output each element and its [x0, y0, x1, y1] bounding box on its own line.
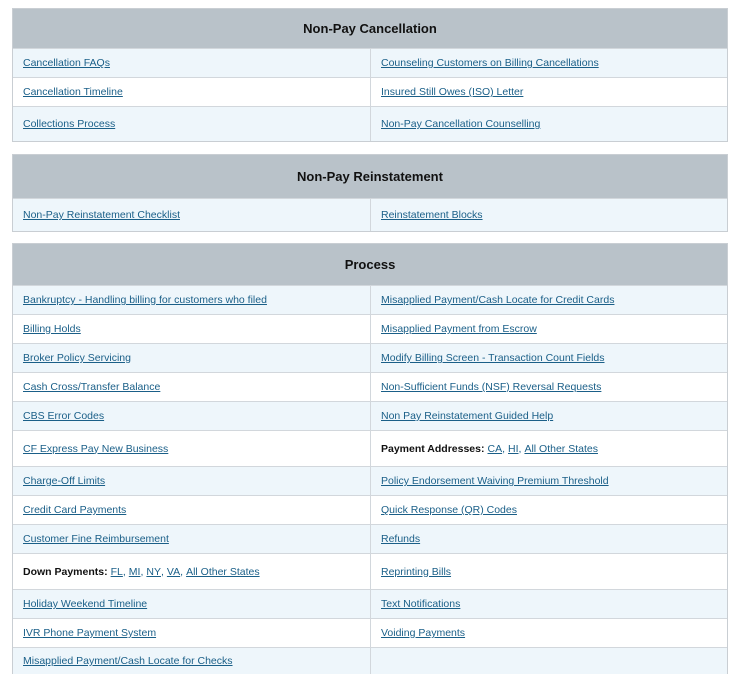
cell [370, 107, 727, 141]
link-misapplied-checks[interactable]: Misapplied Payment/Cash Locate for Checks [23, 655, 233, 667]
table-row [13, 285, 727, 314]
link-counseling-billing-cancellations[interactable]: Counseling Customers on Billing Cancellations [381, 57, 599, 69]
cell [370, 199, 727, 231]
cell [370, 590, 727, 618]
section-title-reinstatement: Non-Pay Reinstatement [13, 155, 727, 198]
table-row [13, 314, 727, 343]
link-ivr-phone[interactable]: IVR Phone Payment System [23, 627, 157, 639]
cell [370, 467, 727, 495]
cell [370, 554, 727, 589]
link-cash-cross[interactable]: Cash Cross/Transfer Balance [23, 381, 161, 393]
link-modify-billing-screen[interactable]: Modify Billing Screen - Transaction Count Fields [381, 352, 605, 364]
link-cbs-error-codes[interactable]: CBS Error Codes [23, 410, 105, 422]
table-row [13, 198, 727, 231]
cell [370, 402, 727, 430]
cell [13, 199, 370, 231]
link-misapplied-credit-cards[interactable]: Misapplied Payment/Cash Locate for Credit Cards [381, 294, 615, 306]
link-address-ca[interactable]: CA [487, 442, 503, 455]
link-qr-codes[interactable]: Quick Response (QR) Codes [381, 504, 517, 516]
link-charge-off-limits[interactable]: Charge-Off Limits [23, 475, 106, 487]
cell [13, 619, 370, 647]
link-voiding-payments[interactable]: Voiding Payments [381, 627, 466, 639]
table-row [13, 495, 727, 524]
cell [13, 49, 370, 77]
link-reinstatement-guided-help[interactable]: Non Pay Reinstatement Guided Help [381, 410, 554, 422]
table-row [13, 401, 727, 430]
cell [370, 525, 727, 553]
link-reprinting-bills[interactable]: Reprinting Bills [381, 565, 452, 578]
payment-addresses-label: Payment Addresses: [381, 442, 485, 455]
cell [370, 49, 727, 77]
cell [13, 496, 370, 524]
link-nsf-reversal[interactable]: Non-Sufficient Funds (NSF) Reversal Requests [381, 381, 602, 393]
link-address-hi[interactable]: HI [508, 442, 519, 455]
link-cancellation-faqs[interactable]: Cancellation FAQs [23, 57, 110, 69]
link-down-mi[interactable]: MI [128, 565, 141, 578]
cell-empty [370, 648, 727, 674]
table-row [13, 618, 727, 647]
cell [13, 590, 370, 618]
link-broker-policy-servicing[interactable]: Broker Policy Servicing [23, 352, 131, 364]
link-customer-fine[interactable]: Customer Fine Reimbursement [23, 533, 169, 545]
cell [370, 373, 727, 401]
table-row [13, 372, 727, 401]
table-row [13, 106, 727, 141]
link-down-fl[interactable]: FL [110, 565, 123, 578]
table-row [13, 553, 727, 589]
table-row [13, 589, 727, 618]
link-refunds[interactable]: Refunds [381, 533, 421, 545]
cell [370, 315, 727, 343]
section-process [12, 243, 728, 674]
cell [13, 78, 370, 106]
cell [370, 496, 727, 524]
cell [13, 402, 370, 430]
table-row [13, 466, 727, 495]
table-row [13, 343, 727, 372]
link-cf-express-pay[interactable]: CF Express Pay New Business [23, 442, 169, 455]
link-reinstatement-checklist[interactable]: Non-Pay Reinstatement Checklist [23, 209, 180, 221]
down-payments-label: Down Payments: [23, 565, 108, 578]
link-bankruptcy[interactable]: Bankruptcy - Handling billing for customers who filed [23, 294, 267, 306]
link-down-ny[interactable]: NY [146, 565, 161, 578]
cell: Payment Addresses: CA , HI , All Other States [370, 431, 727, 466]
link-collections-process[interactable]: Collections Process [23, 118, 116, 130]
table-row [13, 77, 727, 106]
table-row [13, 430, 727, 466]
link-down-va[interactable]: VA [166, 565, 181, 578]
cell [370, 286, 727, 314]
cell [13, 315, 370, 343]
cell [13, 431, 370, 466]
cell [13, 648, 370, 674]
table-row [13, 524, 727, 553]
section-title-process: Process [13, 244, 727, 285]
link-down-all-other-states[interactable]: All Other States [186, 565, 260, 578]
section-title-cancellation: Non-Pay Cancellation [13, 9, 727, 48]
link-policy-endorsement[interactable]: Policy Endorsement Waiving Premium Threshold [381, 475, 609, 487]
table-row [13, 48, 727, 77]
cell [13, 344, 370, 372]
link-billing-holds[interactable]: Billing Holds [23, 323, 81, 335]
link-iso-letter[interactable]: Insured Still Owes (ISO) Letter [381, 86, 524, 98]
cell [13, 467, 370, 495]
link-address-all-other-states[interactable]: All Other States [524, 442, 598, 455]
cell [13, 286, 370, 314]
link-cancellation-counselling[interactable]: Non-Pay Cancellation Counselling [381, 118, 541, 130]
section-non-pay-reinstatement [12, 154, 728, 232]
cell [13, 107, 370, 141]
link-holiday-weekend[interactable]: Holiday Weekend Timeline [23, 598, 148, 610]
cell [370, 619, 727, 647]
section-non-pay-cancellation [12, 8, 728, 142]
cell [13, 373, 370, 401]
link-cancellation-timeline[interactable]: Cancellation Timeline [23, 86, 123, 98]
table-row [13, 647, 727, 674]
link-text-notifications[interactable]: Text Notifications [381, 598, 461, 610]
cell [13, 525, 370, 553]
cell: Down Payments: FL , MI , NY , VA , All Other States [23, 565, 260, 578]
cell [370, 344, 727, 372]
cell [370, 78, 727, 106]
link-credit-card-payments[interactable]: Credit Card Payments [23, 504, 127, 516]
link-reinstatement-blocks[interactable]: Reinstatement Blocks [381, 209, 483, 221]
link-misapplied-escrow[interactable]: Misapplied Payment from Escrow [381, 323, 537, 335]
